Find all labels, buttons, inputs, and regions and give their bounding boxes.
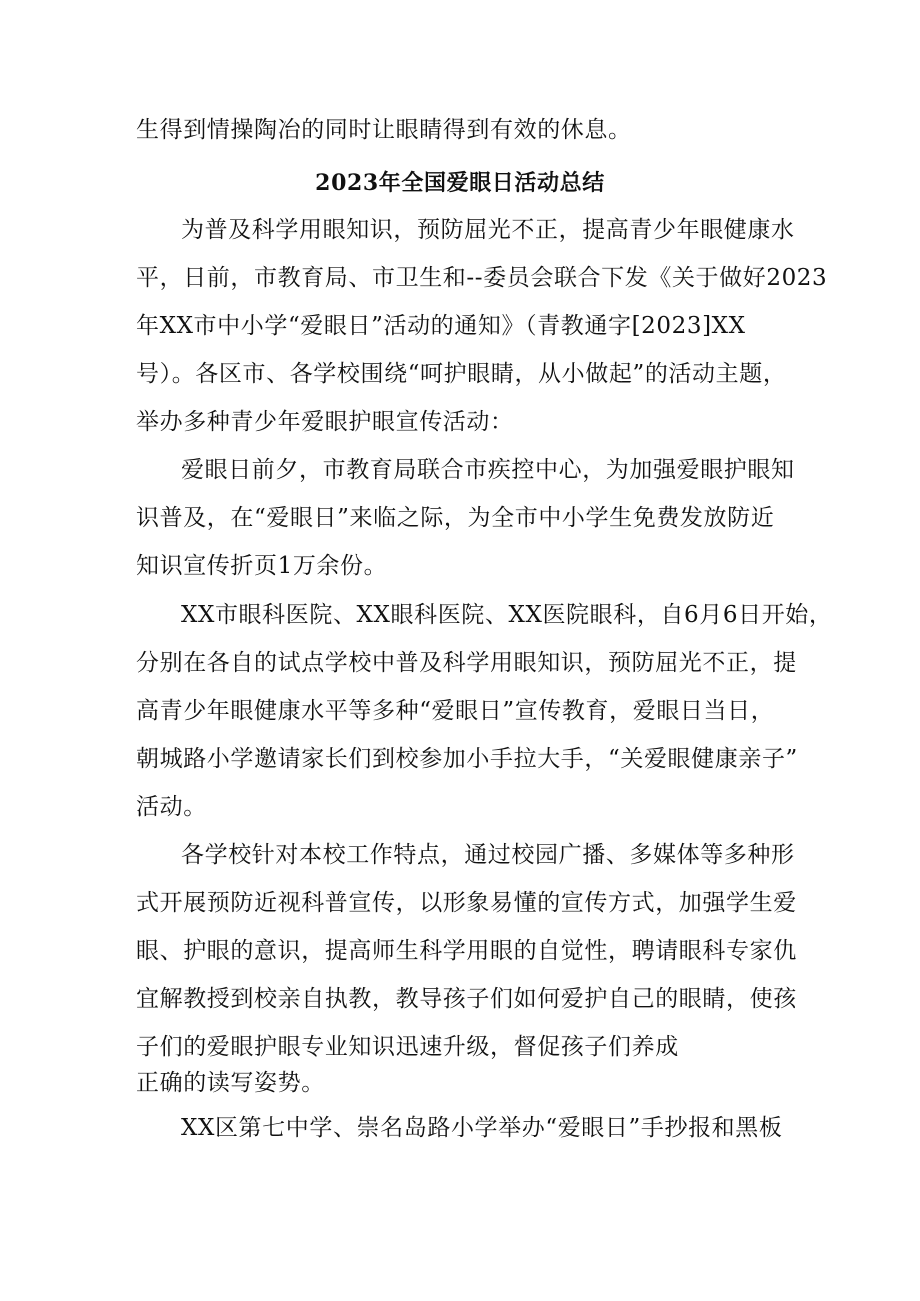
paragraph-3-line-5: 活动。: [136, 794, 207, 820]
paragraph-2-line-2: 识普及，在“爱眼日”来临之际，为全市中小学生免费发放防近: [136, 505, 775, 531]
paragraph-4-line-5: 子们的爱眼护眼专业知识迅速升级，督促孩子们养成: [136, 1034, 679, 1060]
paragraph-1-line-1: 为普及科学用眼知识，预防屈光不正，提高青少年眼健康水: [181, 217, 795, 243]
paragraph-3-line-2: 分别在各自的试点学校中普及科学用眼知识，预防屈光不正，提: [136, 650, 797, 676]
document-title: 2023年全国爱眼日活动总结: [315, 170, 605, 196]
paragraph-1-line-5: 举办多种青少年爱眼护眼宣传活动：: [136, 409, 514, 435]
paragraph-4-line-6: 正确的读写姿势。: [136, 1070, 325, 1096]
lead-line: 生得到情操陶冶的同时让眼睛得到有效的休息。: [136, 117, 632, 143]
paragraph-2-line-3: 知识宣传折页1万余份。: [136, 553, 388, 579]
paragraph-1-line-3: 年XX市中小学“爱眼日”活动的通知》（青教通字[2023]XX: [136, 313, 746, 339]
paragraph-4-line-1: 各学校针对本校工作特点，通过校园广播、多媒体等多种形: [181, 842, 795, 868]
paragraph-3-line-4: 朝城路小学邀请家长们到校参加小手拉大手，“关爱眼健康亲子”: [136, 746, 798, 772]
paragraph-3-line-1: XX市眼科医院、XX眼科医院、XX医院眼科，自6月6日开始，: [181, 602, 833, 628]
paragraph-3-line-3: 高青少年眼健康水平等多种“爱眼日”宣传教育，爱眼日当日，: [136, 698, 775, 724]
paragraph-1-line-4: 号）。各区市、各学校围绕“呵护眼睛，从小做起”的活动主题，: [136, 361, 787, 387]
paragraph-1-line-2: 平，日前，市教育局、市卫生和--委员会联合下发《关于做好2023: [136, 265, 828, 291]
paragraph-2-line-1: 爱眼日前夕，市教育局联合市疾控中心，为加强爱眼护眼知: [181, 457, 795, 483]
paragraph-4-line-4: 宜解教授到校亲自执教，教导孩子们如何爱护自己的眼睛，使孩: [136, 986, 797, 1012]
paragraph-4-line-3: 眼、护眼的意识，提高师生科学用眼的自觉性，聘请眼科专家仇: [136, 938, 797, 964]
paragraph-4-line-2: 式开展预防近视科普宣传，以形象易懂的宣传方式，加强学生爱: [136, 890, 797, 916]
paragraph-5-line-1: XX区第七中学、崇名岛路小学举办“爱眼日”手抄报和黑板: [181, 1115, 783, 1141]
